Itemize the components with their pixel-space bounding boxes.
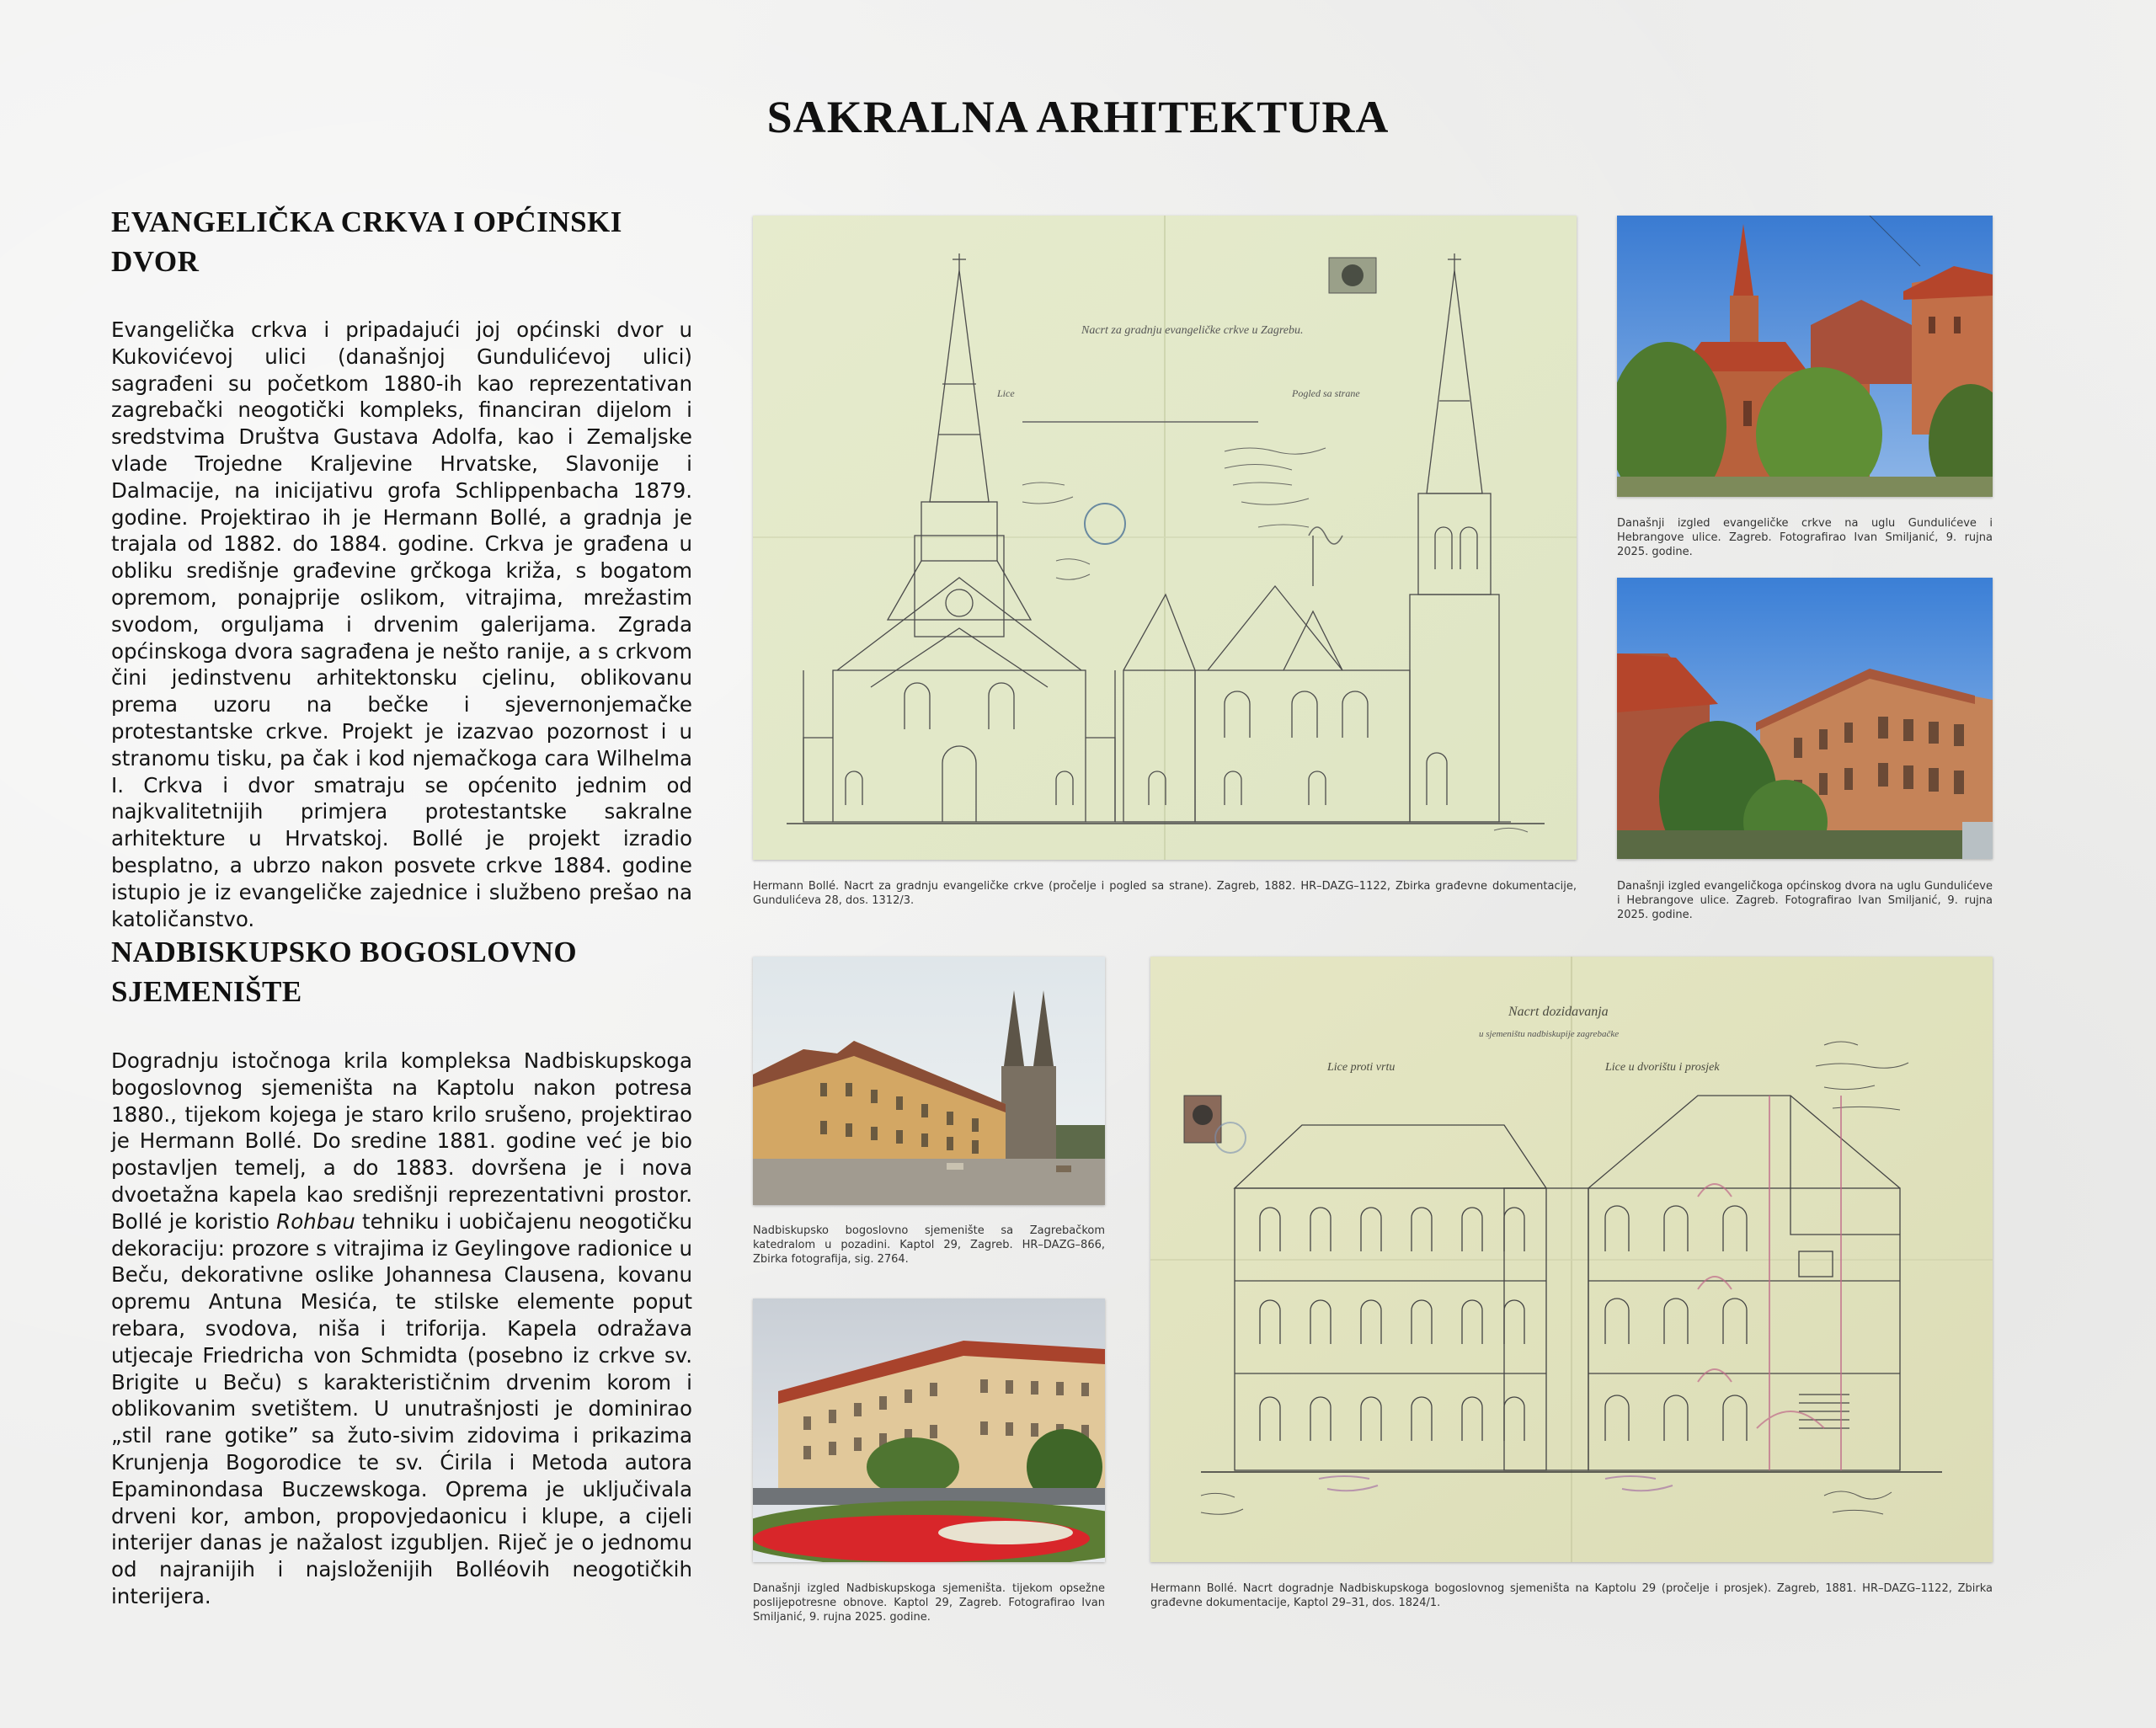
section-heading-evangelical-church [111,202,718,281]
heading-line-1: NADBISKUPSKO BOGOSLOVNO [111,936,578,968]
section-heading-seminary [111,932,718,1011]
seminary-historic-photo [753,957,1105,1205]
caption-seminary-drawing: Hermann Bollé. Nacrt dogradnje Nadbiskupskoga bogoslovnog sjemeništa na Kaptolu 29 (pročelje i prosjek). Zagreb, 1881. HR–DAZG–1122, Zbirka građevne dokumentacije, Kaptol 29–31, dos. 1824/1. [1150,1582,1993,1609]
body-text-part: tehniku i uobičajenu neogotičku dekoraciju: prozore s vitrajima iz Geylingove radionice u Beču, dekorativne oslike Johannesa Clausena, kovanu opremu Antuna Mesića, te stilske elemente poput rebara, svodova, niša i triforija. Kapela odražava utjecaje Friedricha von Schmidta (posebno iz crkve sv. Brigite u Beču) s karakterističnim drvenim korom i oblikovanim svetištem. U unutrašnjosti je dominirao „stil rane gotike” sa žuto-sivim zidovima i prikazima Krunjenja Bogorodice te sv. Ćirila i Metoda autora Epaminondasa Buczewskoga. Oprema je uključivala drveni kor, ambon, propovjedaonicu i klupe, a cijeli interijer danas je nažalost izgubljen. Riječ je o jednomu od najranijih i najsloženijih Bolléovih neogotičkih interijera. [111,1208,692,1608]
drawing-label-right: Pogled sa strane [1292,387,1360,399]
drawing-subtitle-text: u sjemeništu nadbiskupije zagrebačke [1479,1029,1620,1039]
caption-church-drawing: Hermann Bollé. Nacrt za gradnju evangeličke crkve (pročelje i pogled sa strane). Zagreb, 1882. HR–DAZG–1122, Zbirka građevne dokumentacije, Gundulićeva 28, dos. 1312/3. [753,880,1577,907]
caption-municipal-court-photo: Današnji izgled evangeličkoga općinskog dvora na uglu Gundulićeve i Hebrangove ulice. Zagreb. Fotografirao Ivan Smiljanić, 9. rujna 2025. godine. [1617,880,1993,921]
caption-seminary-historic-photo: Nadbiskupsko bogoslovno sjemenište sa Zagrebačkom katedralom u pozadini. Kaptol 29, Zagreb. HR–DAZG–866, Zbirka fotografija, sig. 2764. [753,1224,1105,1266]
section-body-evangelical-church: Evangelička crkva i pripadajući joj općinski dvor u Kukovićevoj ulici (današnjoj Gundulićevoj ulici) sagrađeni su početkom 1880-ih kao reprezentativan zagrebački neogotički kompleks, financiran dijelom i sredstvima Društva Gustava Adolfa, kao i Zemaljske vlade Trojedne Kraljevine Hrvatske, Slavonije i Dalmacije, na inicijativu grofa Schlippenbacha 1879. godine. Projektirao ih je Hermann Bollé, a gradnja je trajala od 1882. do 1884. godine. Crkva je građena u obliku središnje građevine grčkoga križa, s bogatom opremom, ponajprije oslikom, vitrajima, mrežastim svodom, orguljama i drvenim galerijama. Zgrada općinskoga dvora sagrađena je nešto ranije, a s crkvom čini jedinstvenu arhitektonsku cjelinu, oblikovanu prema uzoru na bečke i sjevernonjemačke protestantske crkve. Projekt je izazvao pozornost i u stranomu tisku, pa čak i kod njemačkoga cara Wilhelma I. Crkva i dvor smatraju se općenito jednim od najkvalitetnijih primjera protestantske sakralne arhitekture u Hrvatskoj. Bollé je projekt izradio besplatno, a ubrzo nakon posvete crkve 1884. godine istupio je iz evangeličke zajednice i službeno prešao na katoličanstvo. [111,317,692,931]
heading-line-1: EVANGELIČKA CRKVA I OPĆINSKI [111,205,622,238]
seminary-current-photo [753,1299,1105,1562]
page-title: SAKRALNA ARHITEKTURA [766,92,1390,142]
church-photo [1617,216,1993,497]
drawing-label-left: Lice [997,387,1015,399]
seminary-architectural-drawing [1150,957,1993,1562]
caption-seminary-current-photo: Današnji izgled Nadbiskupskoga sjemeništa. tijekom opsežne poslijepotresne obnove. Kaptol 29, Zagreb. Fotografirao Ivan Smiljanić, 9. rujna 2025. godine. [753,1582,1105,1624]
drawing-title-text: Nacrt za gradnju evangeličke crkve u Zagrebu. [1081,324,1304,337]
section-body-seminary [111,1048,692,1610]
drawing-title-text: Nacrt dozidavanja [1508,1005,1609,1019]
drawing-label-left: Lice proti vrtu [1327,1061,1396,1074]
church-architectural-drawing [753,216,1577,860]
municipal-court-photo [1617,578,1993,859]
caption-church-photo: Današnji izgled evangeličke crkve na uglu Gundulićeve i Hebrangove ulice. Zagreb. Fotografirao Ivan Smiljanić, 9. rujna 2025. godine. [1617,517,1993,558]
heading-line-2: SJEMENIŠTE [111,975,302,1008]
body-text-italic-term: Rohbau [276,1208,355,1234]
heading-line-2: DVOR [111,245,200,278]
body-text-part: Dogradnju istočnoga krila kompleksa Nadbiskupskoga bogoslovnog sjemeništa na Kaptolu nakon potresa 1880., tijekom kojega je staro krilo srušeno, projektirao je Hermann Bollé. Do sredine 1881. godine već je bio postavljen temelj, a do 1883. dovršena je i nova dvoetažna kapela kao središnji reprezentativni prostor. Bollé je koristio [111,1048,692,1234]
drawing-label-right: Lice u dvorištu i prosjek [1605,1061,1720,1074]
